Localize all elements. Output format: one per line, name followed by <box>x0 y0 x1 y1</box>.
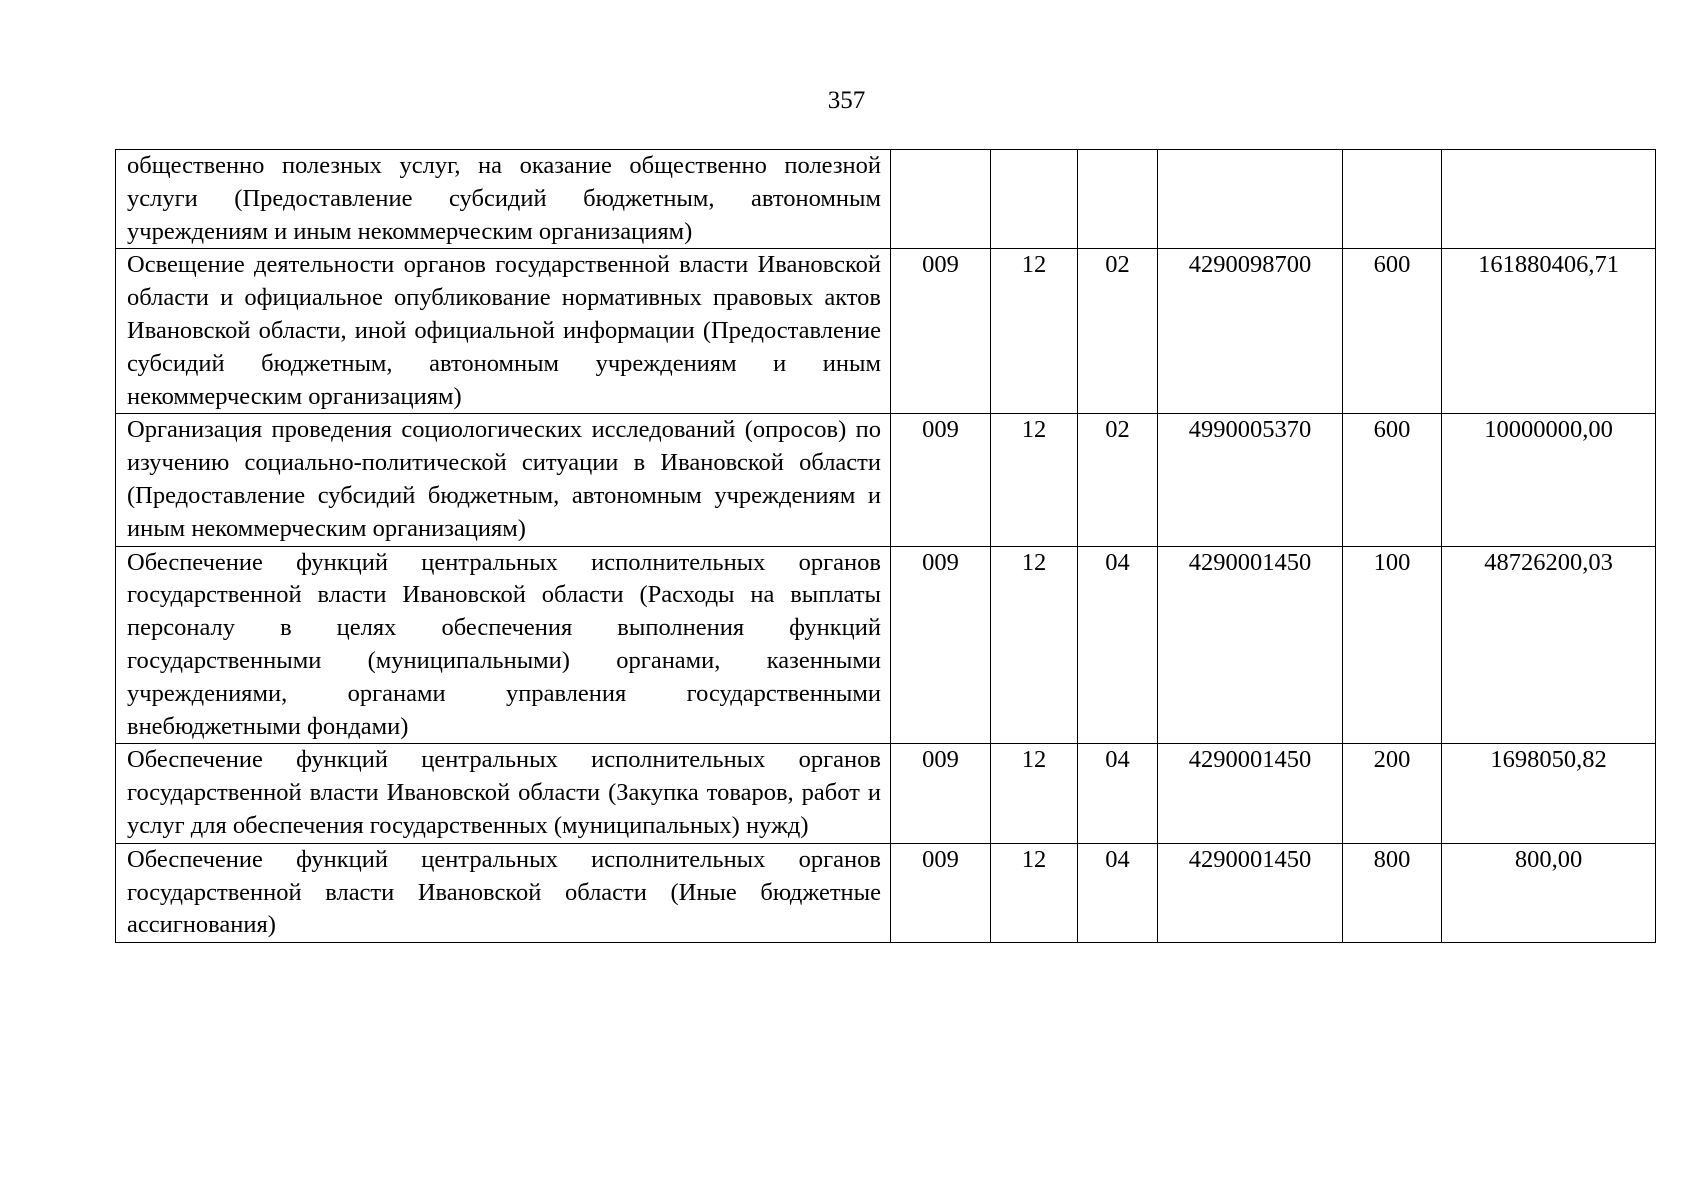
budget-table <box>115 149 1656 943</box>
table-row <box>116 843 1656 942</box>
table-row <box>116 414 1656 546</box>
row-expense-type-code: 100 <box>1343 546 1442 744</box>
row-subsection-code: 04 <box>1078 546 1158 744</box>
row-ved-code: 009 <box>891 843 991 942</box>
row-sum <box>1442 150 1656 249</box>
row-section-code: 12 <box>991 414 1078 546</box>
row-ved-code: 009 <box>891 546 991 744</box>
row-ved-code: 009 <box>891 414 991 546</box>
row-section-code: 12 <box>991 843 1078 942</box>
row-sum: 161880406,71 <box>1442 249 1656 414</box>
row-expense-type-code: 800 <box>1343 843 1442 942</box>
row-expense-type-code: 600 <box>1343 249 1442 414</box>
row-section-code <box>991 150 1078 249</box>
row-description: Обеспечение функций центральных исполнительных органов государственной власти Ивановской области (Расходы на выплаты персоналу в целях обеспечения выполнения функций государственными (муниципальными) органами, казенными учреждениями, органами управления государственными внебюджетными фондами) <box>116 546 891 744</box>
row-section-code: 12 <box>991 249 1078 414</box>
row-target-article-code: 4290001450 <box>1158 546 1343 744</box>
row-target-article-code: 4990005370 <box>1158 414 1343 546</box>
row-ved-code: 009 <box>891 744 991 843</box>
row-description: Организация проведения социологических исследований (опросов) по изучению социально-политической ситуации в Ивановской области (Предоставление субсидий бюджетным, автономным учреждениям и иным некоммерческим организациям) <box>116 414 891 546</box>
row-section-code: 12 <box>991 744 1078 843</box>
row-description: Освещение деятельности органов государственной власти Ивановской области и официальное опубликование нормативных правовых актов Ивановской области, иной официальной информации (Предоставление субсидий бюджетным, автономным учреждениям и иным некоммерческим организациям) <box>116 249 891 414</box>
row-description: Обеспечение функций центральных исполнительных органов государственной власти Ивановской области (Иные бюджетные ассигнования) <box>116 843 891 942</box>
table-row <box>116 150 1656 249</box>
row-target-article-code: 4290001450 <box>1158 744 1343 843</box>
row-target-article-code: 4290001450 <box>1158 843 1343 942</box>
row-expense-type-code: 200 <box>1343 744 1442 843</box>
row-expense-type-code <box>1343 150 1442 249</box>
row-subsection-code: 04 <box>1078 744 1158 843</box>
row-ved-code <box>891 150 991 249</box>
row-description: Обеспечение функций центральных исполнительных органов государственной власти Ивановской области (Закупка товаров, работ и услуг для обеспечения государственных (муниципальных) нужд) <box>116 744 891 843</box>
row-sum: 10000000,00 <box>1442 414 1656 546</box>
row-subsection-code <box>1078 150 1158 249</box>
row-subsection-code: 04 <box>1078 843 1158 942</box>
row-subsection-code: 02 <box>1078 249 1158 414</box>
row-target-article-code: 4290098700 <box>1158 249 1343 414</box>
page-number <box>0 86 1697 116</box>
table-row <box>116 249 1656 414</box>
table-row <box>116 546 1656 744</box>
row-description: общественно полезных услуг, на оказание общественно полезной услуги (Предоставление субсидий бюджетным, автономным учреждениям и иным некоммерческим организациям) <box>116 150 891 249</box>
page-number-text: 357 <box>827 87 866 114</box>
table-row <box>116 744 1656 843</box>
row-sum: 1698050,82 <box>1442 744 1656 843</box>
row-section-code: 12 <box>991 546 1078 744</box>
row-ved-code: 009 <box>891 249 991 414</box>
row-target-article-code <box>1158 150 1343 249</box>
row-expense-type-code: 600 <box>1343 414 1442 546</box>
row-subsection-code: 02 <box>1078 414 1158 546</box>
row-sum: 48726200,03 <box>1442 546 1656 744</box>
row-sum: 800,00 <box>1442 843 1656 942</box>
